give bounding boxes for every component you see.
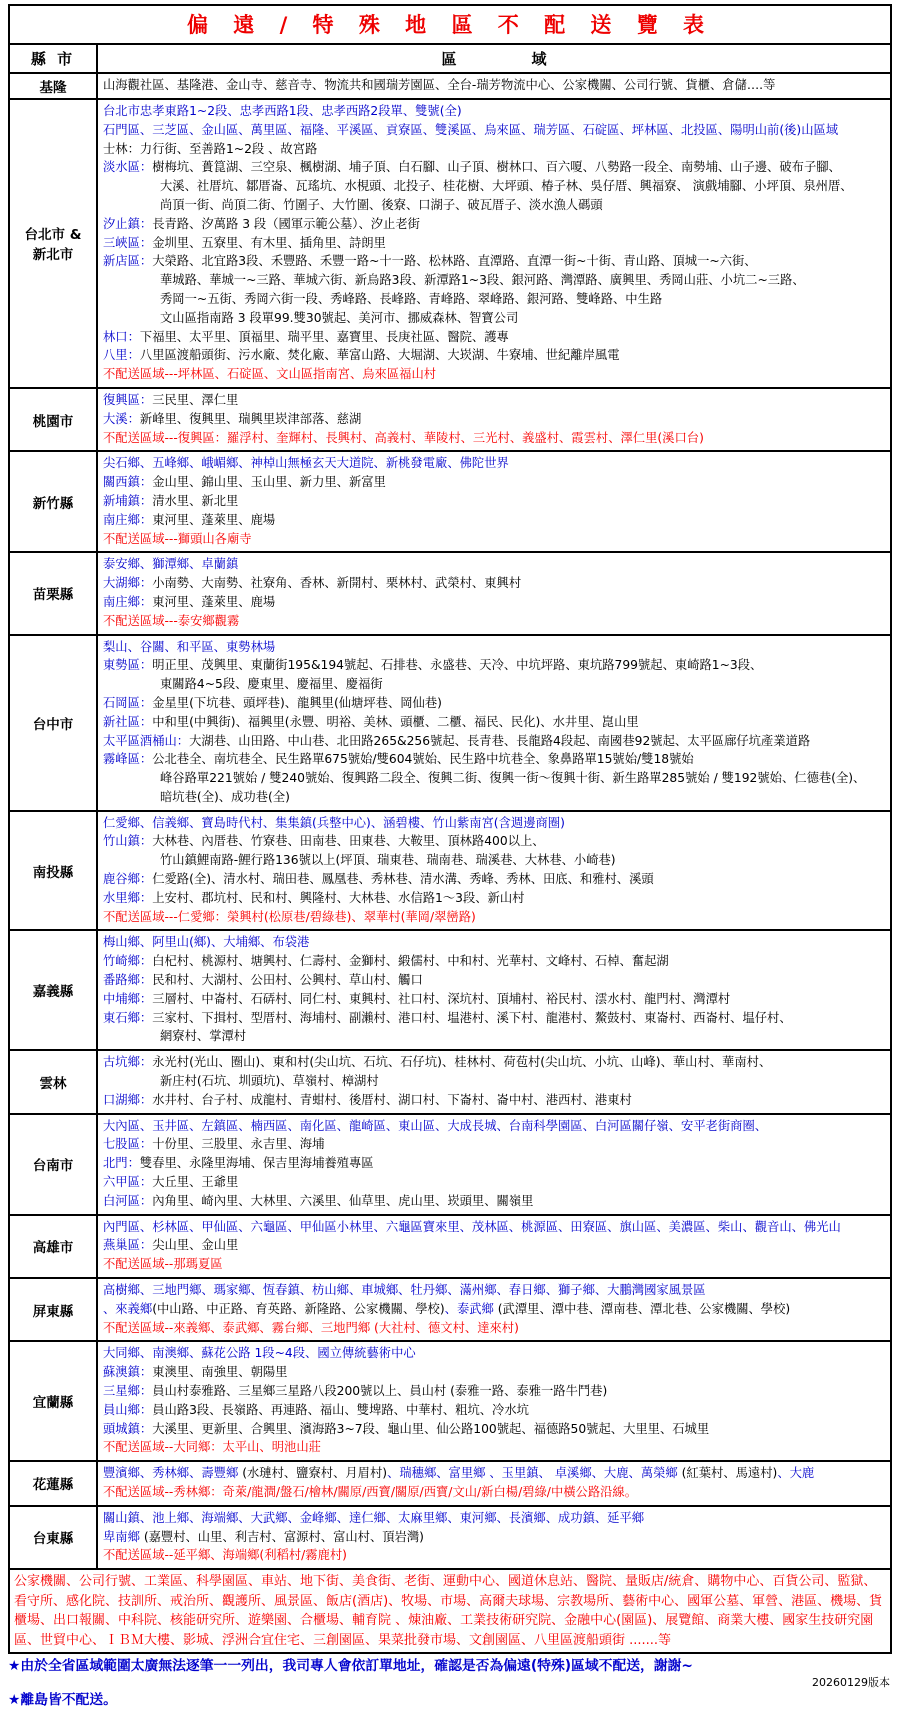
- footnote-2: ★離島皆不配送。: [8, 1692, 117, 1709]
- region-line: 新店區：大榮路、北宜路3段、禾豐路、禾豐一路~十一路、松林路、直潭路、直潭一街~十街、青山路、頂城一~六街、: [103, 254, 757, 269]
- region-line: 番路鄉：民和村、大湖村、公田村、公興村、草山村、觸口: [103, 973, 423, 988]
- county-cell: 南投縣: [9, 811, 97, 931]
- region-cell: [97, 1278, 891, 1341]
- column-header-county: 縣 市: [9, 44, 97, 73]
- region-line: 霧峰區：公北巷全、南坑巷全、民生路單675號始/雙604號始、民生路中坑巷全、象鼻路單15號始/雙18號始: [103, 752, 694, 767]
- region-line: 高樹鄉、三地門鄉、瑪家鄉、恆春鎮、枋山鄉、車城鄉、牡丹鄉、滿州鄉、春日鄉、獅子鄉、大鵬灣國家風景區: [103, 1283, 706, 1298]
- header-row: [9, 44, 891, 73]
- region-line: 太平區酒桶山：大湖巷、山田路、中山巷、北田路265&256號起、長青巷、長龍路4段起、南國巷92號起、太平區廍仔坑產業道路: [103, 733, 811, 748]
- page-title: 偏 遠 / 特 殊 地 區 不 配 送 覽 表: [9, 5, 891, 44]
- no-delivery-table: [8, 4, 892, 1654]
- region-line: 不配送區域---坪林區、石碇區、文山區指南宮、烏來區福山村: [103, 367, 437, 382]
- region-line: 梅山鄉、阿里山(鄉)、大埔鄉、布袋港: [103, 935, 310, 950]
- no-delivery-sheet: [4, 0, 896, 1710]
- excluded-categories-row: [9, 1569, 891, 1653]
- region-cell: [97, 1215, 891, 1278]
- region-line: 七股區：十份里、三股里、永吉里、海埔: [103, 1137, 325, 1152]
- column-header-region: 區 域: [97, 44, 891, 73]
- table-row: [9, 1341, 891, 1461]
- region-line: 泰安鄉、獅潭鄉、卓蘭鎮: [103, 557, 239, 572]
- region-line: 不配送區域---仁愛鄉：榮興村(松原巷/碧綠巷)、翠華村(華岡/翠巒路): [103, 909, 476, 924]
- table-row: [9, 635, 891, 811]
- region-line: 復興區：三民里、澤仁里: [103, 392, 239, 407]
- table-body: [9, 73, 891, 1569]
- region-cell: [97, 1461, 891, 1506]
- region-line: 新庄村(石坑、圳頭坑)、草嶺村、樟湖村: [160, 1074, 379, 1089]
- region-line: 山海觀社區、基隆港、金山寺、慈音寺、物流共和國瑞芳園區、全台-瑞芳物流中心、公家機關、公司行號、貨櫃、倉儲….等: [103, 78, 776, 93]
- table-row: [9, 811, 891, 931]
- table-row: [9, 1215, 891, 1278]
- region-line: 不配送區域---復興區：羅浮村、奎輝村、長興村、高義村、華陵村、三光村、義盛村、霞雲村、澤仁里(溪口台): [103, 430, 704, 445]
- county-cell: 花蓮縣: [9, 1461, 97, 1506]
- region-line: 新社區：中和里(中興街)、福興里(永豐、明裕、美林、頭櫃、二櫃、福民、民化)、水井里、崑山里: [103, 714, 639, 729]
- region-line: 汐止鎮：長青路、汐萬路 3 段（國軍示範公墓）、汐止老街: [103, 216, 420, 231]
- region-line: 台北市忠孝東路1~2段、忠孝西路1段、忠孝西路2段單、雙號(全): [103, 104, 462, 118]
- county-cell: 台南市: [9, 1114, 97, 1215]
- table-row: [9, 1506, 891, 1569]
- county-cell: 基隆: [9, 73, 97, 99]
- county-cell: 桃園市: [9, 388, 97, 451]
- region-line: 八里：八里區渡船頭街、污水廠、焚化廠、華富山路、大堀湖、大崁湖、牛寮埔、世紀離岸風電: [103, 348, 620, 363]
- region-line: 大溪、社厝坑、鄒厝崙、瓦瑤坑、水梘頭、北投子、桂花樹、大坪頭、椿子林、吳仔厝、興福寮、 演戲埔腳、小坪頂、泉州厝、: [160, 179, 853, 194]
- region-cell: [97, 451, 891, 552]
- region-cell: [97, 635, 891, 811]
- region-line: 峰谷路單221號始 / 雙240號始、復興路二段全、復興二街、復興一街～復興十街、新生路單285號始 / 雙192號始、仁德巷(全)、: [160, 771, 866, 786]
- county-cell: 嘉義縣: [9, 930, 97, 1050]
- county-cell: 高雄市: [9, 1215, 97, 1278]
- region-line: 水里鄉：上安村、郡坑村、民和村、興隆村、大林巷、水信路1～3段、新山村: [103, 890, 525, 905]
- region-cell: [97, 99, 891, 388]
- region-line: 卑南鄉 (嘉豐村、山里、利吉村、富源村、富山村、頂岩灣): [103, 1529, 424, 1544]
- region-line: 不配送區域--延平鄉、海端鄉(利稻村/霧鹿村): [103, 1548, 347, 1563]
- region-line: 竹山鎮鯉南路-鯉行路136號以上(坪頂、瑞東巷、瑞南巷、瑞溪巷、大林巷、小崎巷): [160, 853, 616, 868]
- county-cell: 雲林: [9, 1050, 97, 1113]
- region-line: 三峽區：金圳里、五寮里、有木里、插角里、詩朗里: [103, 235, 386, 250]
- table-row: [9, 1050, 891, 1113]
- region-line: 豐濱鄉、秀林鄉、壽豐鄉 (水璉村、鹽寮村、月眉村)、瑞穗鄉、富里鄉 、玉里鎮、 卓溪鄉、大鹿、萬榮鄉 (紅葉村、馬遠村)、大鹿: [103, 1466, 815, 1481]
- region-line: 華城路、華城一~三路、華城六街、新烏路3段、新潭路1~3段、銀河路、灣潭路、廣興里、秀岡山莊、小坑二~三路、: [160, 273, 805, 288]
- region-line: 鹿谷鄉：仁愛路(全)、清水村、瑞田巷、鳳凰巷、秀林巷、清水溝、秀峰、秀林、田底、和雅村、溪頭: [103, 872, 654, 887]
- region-line: 不配送區域---獅頭山各廟寺: [103, 531, 252, 546]
- county-cell: 苗栗縣: [9, 552, 97, 634]
- region-line: 大溪：新峰里、復興里、瑞興里崁津部落、慈湖: [103, 411, 362, 426]
- region-line: 古坑鄉：永光村(光山、圈山)、東和村(尖山坑、石坑、石仔坑)、桂林村、荷苞村(尖山坑、小坑、山峰)、華山村、華南村、: [103, 1055, 772, 1070]
- region-cell: [97, 1114, 891, 1215]
- county-cell: 屏東縣: [9, 1278, 97, 1341]
- region-line: 南庄鄉：東河里、蓬萊里、鹿場: [103, 594, 276, 609]
- region-line: 三星鄉：員山村泰雅路、三星鄉三星路八段200號以上、員山村 (泰雅一路、泰雅一路牛鬥巷): [103, 1384, 608, 1398]
- region-line: 蘇澳鎮：東澳里、南強里、朝陽里: [103, 1365, 288, 1380]
- region-line: 不配送區域---泰安鄉觀霧: [103, 613, 240, 628]
- table-row: [9, 1278, 891, 1341]
- region-line: 不配送區域--秀林鄉：奇萊/龍澗/盤石/檜林/關原/西寶/關原/西寶/文山/新白楊/碧綠/中橫公路沿線。: [103, 1484, 638, 1499]
- region-cell: [97, 388, 891, 451]
- region-line: 頭城鎮：大溪里、更新里、合興里、濱海路3~7段、龜山里、仙公路100號起、福德路50號起、大里里、石城里: [103, 1421, 710, 1436]
- region-cell: [97, 1050, 891, 1113]
- region-line: 不配送區域--大同鄉：太平山、明池山莊: [103, 1440, 321, 1455]
- region-line: 網寮村、掌潭村: [160, 1029, 247, 1044]
- region-cell: [97, 1341, 891, 1461]
- region-line: 不配送區域--來義鄉、泰武鄉、霧台鄉、三地門鄉 (大社村、德文村、達來村): [103, 1320, 519, 1335]
- region-line: 員山鄉：員山路3段、長嶺路、再連路、福山、雙埤路、中華村、粗坑、冷水坑: [103, 1402, 529, 1417]
- region-line: 燕巢區：尖山里、金山里: [103, 1238, 239, 1253]
- footer: [8, 1656, 892, 1710]
- region-line: 新埔鎮：清水里、新北里: [103, 493, 239, 508]
- table-row: [9, 99, 891, 388]
- region-line: 大同鄉、南澳鄉、蘇花公路 1段~4段、國立傳統藝術中心: [103, 1346, 416, 1361]
- county-cell: 宜蘭縣: [9, 1341, 97, 1461]
- table-row: [9, 1114, 891, 1215]
- region-line: 北門：雙春里、永隆里海埔、保吉里海埔養殖專區: [103, 1156, 374, 1171]
- region-line: 尚頂一街、尚頂二街、竹圍子、大竹圍、後寮、口湖子、破瓦厝子、淡水漁人碼頭: [160, 197, 603, 212]
- region-line: 尖石鄉、五峰鄉、峨嵋鄉、神棹山無極玄天大道院、新桃發電廠、佛陀世界: [103, 456, 509, 471]
- county-cell: 新竹縣: [9, 451, 97, 552]
- region-line: 士林：力行街、至善路1~2段 、故宮路: [103, 141, 318, 156]
- table-row: [9, 388, 891, 451]
- county-cell: 台東縣: [9, 1506, 97, 1569]
- table-row: [9, 552, 891, 634]
- region-line: 秀岡一~五街、秀岡六街一段、秀峰路、長峰路、青峰路、翠峰路、銀河路、雙峰路、中生路: [160, 291, 663, 306]
- region-line: 、來義鄉(中山路、中正路、育英路、新隆路、公家機關、學校)、泰武鄉 (武潭里、潭中巷、潭南巷、潭北巷、公家機關、學校): [103, 1301, 791, 1316]
- table-row: [9, 73, 891, 99]
- version-label: 20260129版本: [812, 1676, 890, 1690]
- region-line: 東關路4~5段、慶東里、慶福里、慶福街: [160, 677, 383, 692]
- region-line: 口湖鄉：水井村、台子村、成龍村、青蚶村、後厝村、湖口村、下崙村、崙中村、港西村、港東村: [103, 1092, 632, 1107]
- region-line: 關山鎮、池上鄉、海端鄉、大武鄉、金峰鄉、達仁鄉、太麻里鄉、東河鄉、長濱鄉、成功鎮、延平鄉: [103, 1510, 645, 1525]
- region-line: 大內區、玉井區、左鎮區、楠西區、南化區、龍崎區、東山區、大成長城、台南科學園區、白河區關仔嶺、安平老街商圈、: [103, 1118, 768, 1133]
- table-row: [9, 930, 891, 1050]
- region-line: 中埔鄉：三層村、中崙村、石硦村、同仁村、東興村、社口村、深坑村、頂埔村、裕民村、澐水村、龍門村、灣潭村: [103, 991, 731, 1006]
- title-row: [9, 5, 891, 44]
- region-cell: [97, 552, 891, 634]
- region-line: 關西鎮：金山里、錦山里、玉山里、新力里、新富里: [103, 475, 386, 490]
- region-line: 東勢區：明正里、茂興里、東蘭街195&194號起、石排巷、永盛巷、天冷、中坑坪路、東坑路799號起、東崎路1~3段、: [103, 658, 763, 673]
- region-line: 暗坑巷(全)、成功巷(全): [160, 789, 290, 804]
- region-line: 大湖鄉：小南勢、大南勢、社寮角、香林、新開村、栗林村、武榮村、東興村: [103, 576, 522, 591]
- region-line: 竹崎鄉：白杞村、桃源村、塘興村、仁壽村、金獅村、緞儒村、中和村、光華村、文峰村、石棹、奮起湖: [103, 954, 669, 969]
- region-line: 石門區、三芝區、金山區、萬里區、福隆、平溪區、貢寮區、雙溪區、烏來區、瑞芳區、石碇區、坪林區、北投區、陽明山前(後)山區域: [103, 122, 839, 137]
- region-cell: [97, 811, 891, 931]
- region-cell: [97, 930, 891, 1050]
- table-row: [9, 1461, 891, 1506]
- excluded-categories-note: 公家機關、公司行號、工業區、科學園區、車站、地下街、美食街、老街、運動中心、國道休息站、醫院、量販店/統倉、購物中心、百貨公司、監獄、看守所、感化院、技訓所、戒治所、觀護所、風景區、飯店(酒店)、牧場、市場、高爾夫球場、宗教場所、藝術中心、國軍公墓、軍營、港區、機場、貨櫃場、出口報關、中科院、核能研究所、遊樂園、合櫃場、輔育院 、煉油廠、工業技術研究院、金融中心(園區)、展覽館、商業大樓、國家生技研究園區、世貿中心、ＩＢＭ大樓、影城、浮洲合宜住宅、三創園區、果菜批發市場、文創園區、八里區渡船頭街 .......等: [9, 1569, 891, 1653]
- footnote-1: ★由於全省區域範圍太廣無法逐筆一一列出，我司專人會依訂單地址，確認是否為偏遠(特殊)區域不配送，謝謝~: [8, 1658, 693, 1675]
- region-line: 文山區指南路 3 段單99.雙30號起、美河市、挪威森林、智寶公司: [160, 310, 519, 325]
- region-line: 南庄鄉：東河里、蓬萊里、鹿場: [103, 512, 276, 527]
- region-line: 白河區：內角里、崎內里、大林里、六溪里、仙草里、虎山里、崁頭里、關嶺里: [103, 1193, 534, 1208]
- region-line: 六甲區：大丘里、王爺里: [103, 1175, 239, 1190]
- county-cell: 台北市 & 新北市: [9, 99, 97, 388]
- table-row: [9, 451, 891, 552]
- region-line: 不配送區域--那瑪夏區: [103, 1257, 223, 1272]
- county-cell: 台中市: [9, 635, 97, 811]
- region-line: 東石鄉：三家村、下揖村、型厝村、海埔村、副瀨村、港口村、塭港村、溪下村、龍港村、鰲鼓村、東崙村、西崙村、塭仔村、: [103, 1010, 792, 1025]
- region-line: 淡水區：樹梅坑、蕢箟湖、三空泉、楓樹湖、埔子頂、白石腳、山子頂、樹林口、百六嗄、八勢路一段全、南勢埔、山子邊、破布子腳、: [103, 160, 841, 175]
- region-line: 竹山鎮：大林巷、內厝巷、竹寮巷、田南巷、田東巷、大鞍里、頂林路400以上、: [103, 834, 545, 849]
- region-cell: [97, 1506, 891, 1569]
- region-line: 仁愛鄉、信義鄉、寶島時代村、集集鎮(兵整中心)、涵碧樓、竹山紫南宮(含週邊商圈): [103, 815, 565, 830]
- region-cell: [97, 73, 891, 99]
- region-line: 林口：下福里、太平里、頂福里、瑞平里、嘉寶里、長庚社區、醫院、護專: [103, 329, 509, 344]
- region-line: 梨山、谷關、和平區、東勢林場: [103, 639, 276, 654]
- region-line: 內門區、杉林區、甲仙區、六龜區、甲仙區小林里、六龜區寶來里、茂林區、桃源區、田寮區、旗山區、美濃區、柴山、觀音山、佛光山: [103, 1219, 841, 1234]
- region-line: 石岡區：金星里(下坑巷、頭坪巷)、龍興里(仙塘坪巷、岡仙巷): [103, 695, 442, 710]
